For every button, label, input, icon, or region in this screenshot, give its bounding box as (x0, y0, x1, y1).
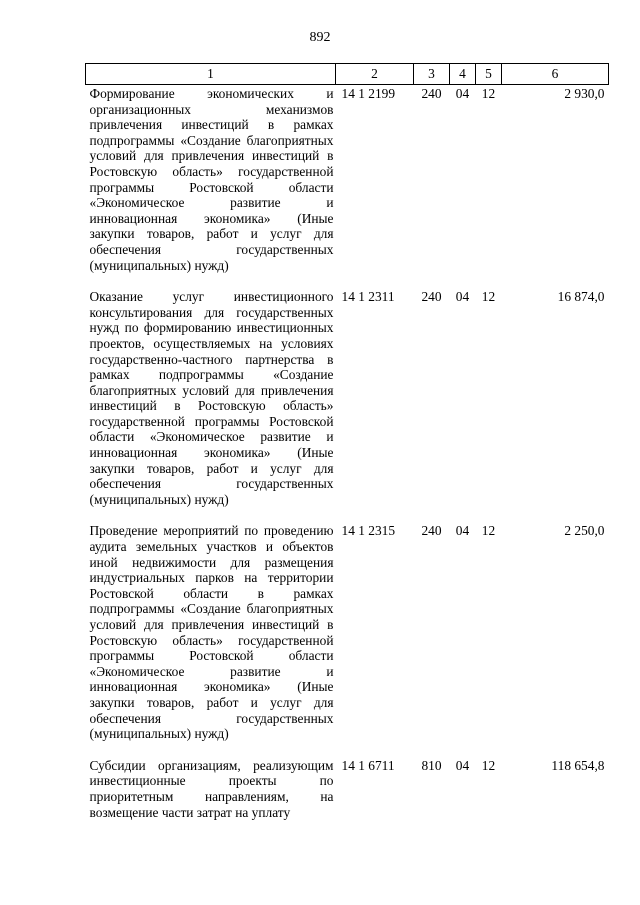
table-row (86, 757, 609, 835)
row-description: Формирование экономических и организационных механизмов привлечения инвестиций в рамках подпрограммы «Создание благоприятных условий для привлечения инвестиций в Ростовскую область» государственной программы Ростовской области «Экономическое развитие и инновационная экономика» (Иные закупки товаров, работ и услуг для обеспечения государственных (муниципальных) нужд) (89, 86, 334, 273)
table-row (86, 288, 609, 522)
row-amount: 16 874,0 (557, 289, 605, 305)
row-subsection: 12 (481, 523, 496, 539)
table-header-row (86, 64, 609, 85)
row-amount: 118 654,8 (551, 757, 605, 773)
column-header-2: 2 (336, 64, 414, 85)
row-expense-type: 240 (421, 86, 442, 101)
row-expense-type: 240 (421, 289, 442, 305)
row-target-code: 14 1 2311 (341, 289, 395, 305)
row-description: Оказание услуг инвестиционного консультирования для государственных нужд по формированию инвестиционных проектов, осуществляемых на условиях государственно-частного партнерства в рамках подпрограммы «Создание благоприятных условий для привлечения инвестиций в Ростовскую область» государственной программы Ростовской области «Экономическое развитие и инновационная экономика» (Иные закупки товаров, работ и услуг для обеспечения государственных (муниципальных) нужд) (89, 289, 334, 507)
row-target-code: 14 1 2199 (341, 86, 396, 101)
table-row (86, 522, 609, 756)
row-target-code: 14 1 2315 (341, 523, 396, 539)
row-section: 04 (455, 289, 470, 305)
row-subsection: 12 (481, 86, 496, 101)
row-description: Проведение мероприятий по проведению аудита земельных участков и объектов иной недвижимости для размещения индустриальных парков на территории Ростовской области в рамках подпрограммы «Создание благоприятных условий для привлечения инвестиций в Ростовскую область» государственной программы Ростовской области «Экономическое развитие и инновационная экономика» (Иные закупки товаров, работ и услуг для обеспечения государственных (муниципальных) нужд) (89, 523, 334, 742)
column-header-4: 4 (450, 64, 476, 85)
row-expense-type: 810 (421, 757, 442, 773)
table-row (86, 85, 609, 289)
row-subsection: 12 (481, 289, 496, 305)
column-header-1: 1 (86, 64, 336, 85)
row-expense-type: 240 (421, 523, 442, 539)
row-section: 04 (455, 86, 470, 101)
row-section: 04 (455, 523, 470, 539)
column-header-3: 3 (414, 64, 450, 85)
budget-table (85, 63, 609, 835)
column-header-6: 6 (502, 64, 609, 85)
row-subsection: 12 (481, 757, 496, 773)
column-header-5: 5 (476, 64, 502, 85)
row-target-code: 14 1 6711 (341, 757, 395, 773)
row-section: 04 (455, 757, 470, 773)
row-description: Субсидии организациям, реализующим инвестиционные проекты по приоритетным направлениям, на возмещение части затрат на уплату (89, 757, 334, 820)
page-number: 892 (309, 30, 331, 45)
row-amount: 2 930,0 (564, 86, 605, 101)
row-amount: 2 250,0 (564, 523, 605, 539)
